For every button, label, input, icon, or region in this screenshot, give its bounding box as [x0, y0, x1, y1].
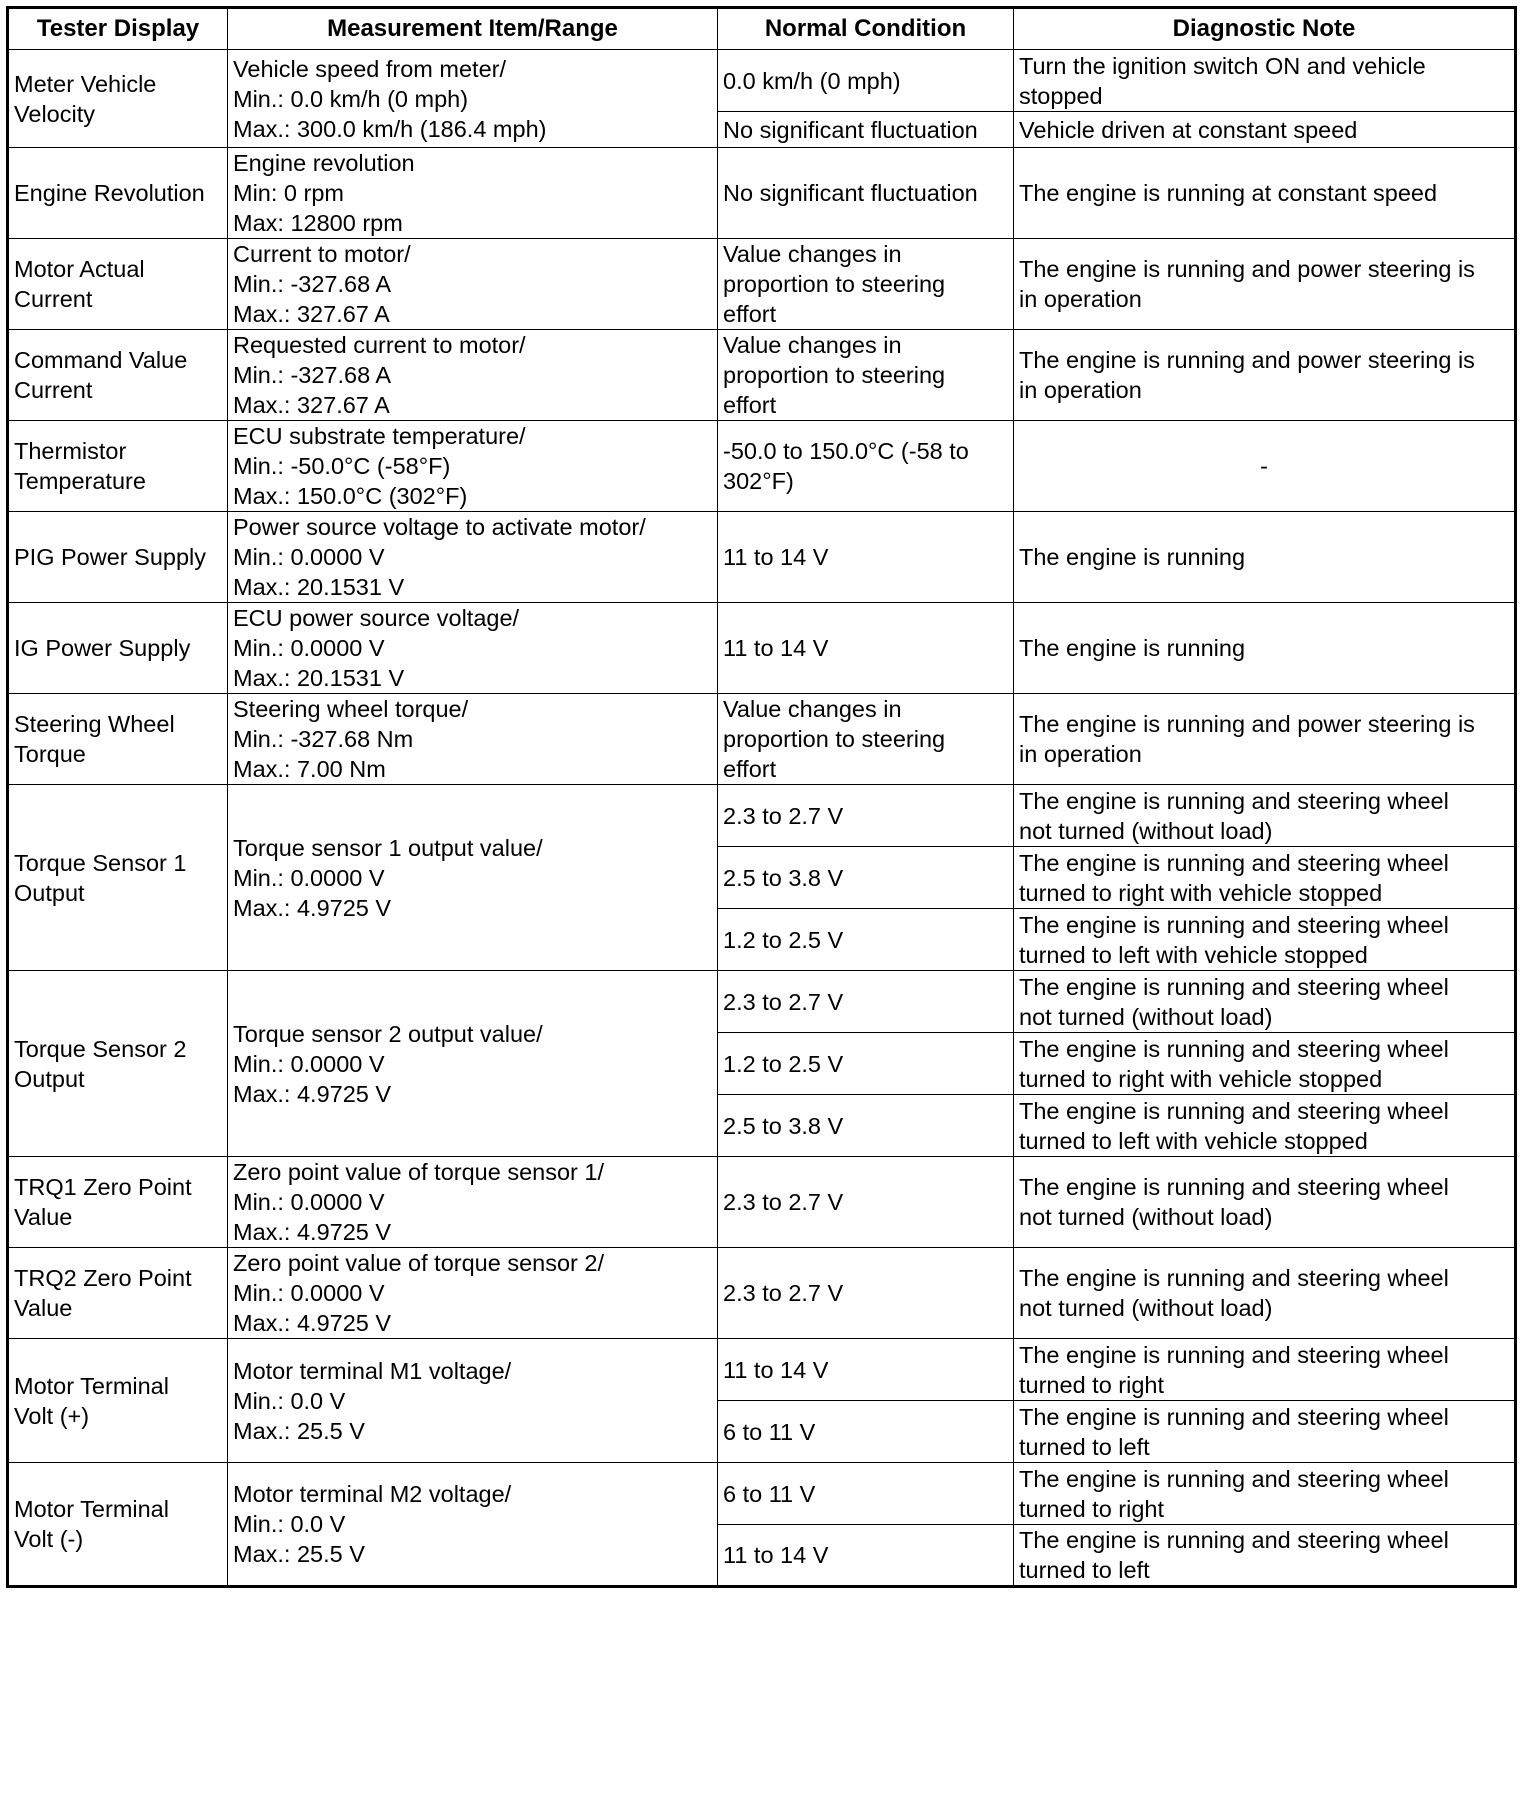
measurement-item-cell [228, 148, 718, 239]
diagnostic-note-line: not turned (without load) [1019, 817, 1273, 844]
normal-condition-line: Value changes in [723, 696, 902, 722]
diagnostic-note-cell [1014, 785, 1516, 847]
table-row [8, 148, 1516, 239]
diagnostic-note-line: The engine is running and steering wheel [1019, 1403, 1449, 1430]
measurement-item-line: Torque sensor 1 output value/ [233, 834, 543, 861]
tester-display-cell [8, 785, 228, 971]
measurement-item-line: Motor terminal M1 voltage/ [233, 1357, 512, 1384]
normal-condition-line: No significant fluctuation [723, 116, 978, 143]
normal-condition-line: Value changes in [723, 241, 902, 267]
diagnostic-note-cell [1014, 50, 1516, 112]
diagnostic-note-line: The engine is running and steering wheel [1019, 911, 1449, 938]
tester-display-line: Current [14, 377, 93, 403]
normal-condition-cell [718, 1248, 1014, 1339]
measurement-item-line: Min.: 0.0000 V [233, 544, 385, 570]
measurement-item-line: Min.: 0.0 km/h (0 mph) [233, 85, 469, 112]
diagnostic-note-line: in operation [1019, 377, 1142, 403]
measurement-item-cell [228, 1339, 718, 1463]
table-body [8, 50, 1516, 1587]
tester-display-cell [8, 148, 228, 239]
diagnostic-note-line: The engine is running and steering wheel [1019, 1035, 1449, 1062]
diagnostic-note-line: The engine is running and steering wheel [1019, 1465, 1449, 1492]
measurement-item-line: Engine revolution [233, 150, 415, 176]
measurement-item-line: Torque sensor 2 output value/ [233, 1020, 543, 1047]
measurement-item-line: Max.: 20.1531 V [233, 574, 405, 600]
measurement-item-line: Max.: 25.5 V [233, 1541, 365, 1567]
table-header [8, 8, 1516, 50]
table-row [8, 330, 1516, 421]
diagnostic-note-line: The engine is running and power steering is [1019, 256, 1475, 282]
measurement-item-line: Max.: 327.67 A [233, 392, 390, 418]
table-row [8, 603, 1516, 694]
tester-display-line: Thermistor [14, 438, 127, 464]
normal-condition-cell [718, 694, 1014, 785]
tester-display-line: Command Value [14, 347, 188, 373]
measurement-item-line: Min.: 0.0000 V [233, 1050, 385, 1077]
diagnostic-note-cell [1014, 971, 1516, 1033]
normal-condition-cell [718, 785, 1014, 847]
measurement-item-cell [228, 330, 718, 421]
tester-display-line: Torque Sensor 1 [14, 849, 187, 876]
normal-condition-cell [718, 50, 1014, 112]
normal-condition-cell [718, 1157, 1014, 1248]
measurement-item-line: Power source voltage to activate motor/ [233, 514, 646, 540]
diagnostic-note-cell [1014, 112, 1516, 148]
tester-display-cell [8, 421, 228, 512]
tester-display-line: Torque [14, 741, 86, 767]
diagnostic-note-line: turned to left [1019, 1433, 1150, 1460]
normal-condition-line: 11 to 14 V [723, 1356, 829, 1383]
normal-condition-cell [718, 847, 1014, 909]
measurement-item-cell [228, 785, 718, 971]
diagnostic-note-line: The engine is running at constant speed [1019, 180, 1438, 206]
diagnostic-note-line: not turned (without load) [1019, 1003, 1273, 1030]
normal-condition-cell [718, 148, 1014, 239]
measurement-item-cell [228, 1157, 718, 1248]
normal-condition-cell [718, 1463, 1014, 1525]
normal-condition-line: proportion to steering [723, 362, 946, 388]
measurement-item-cell [228, 1248, 718, 1339]
tester-display-cell [8, 1339, 228, 1463]
normal-condition-line: 1.2 to 2.5 V [723, 1050, 844, 1077]
tester-display-line: Output [14, 1065, 85, 1092]
diagnostic-note-line: not turned (without load) [1019, 1295, 1273, 1321]
diagnostic-note-line: - [1260, 453, 1268, 479]
measurement-item-line: Max.: 4.9725 V [233, 1080, 392, 1107]
measurement-item-line: Min.: 0.0000 V [233, 864, 385, 891]
diagnostic-note-line: stopped [1019, 82, 1103, 109]
diagnostic-note-cell [1014, 1339, 1516, 1401]
tester-display-line: Engine Revolution [14, 180, 205, 206]
tester-display-cell [8, 971, 228, 1157]
header-normal-condition: Normal Condition [718, 8, 1014, 50]
diagnostic-note-cell [1014, 239, 1516, 330]
normal-condition-line: Value changes in [723, 332, 902, 358]
normal-condition-line: effort [723, 392, 777, 418]
tester-display-line: Motor Terminal [14, 1496, 169, 1522]
tester-display-line: Steering Wheel [14, 711, 175, 737]
tester-display-cell [8, 1463, 228, 1587]
tester-display-line: Value [14, 1204, 73, 1230]
diagnostic-note-line: Vehicle driven at constant speed [1019, 116, 1358, 143]
measurement-item-cell [228, 971, 718, 1157]
measurement-item-cell [228, 421, 718, 512]
normal-condition-line: 2.3 to 2.7 V [723, 988, 844, 1015]
tester-display-cell [8, 512, 228, 603]
table-row [8, 971, 1516, 1033]
measurement-item-line: Min: 0 rpm [233, 180, 344, 206]
normal-condition-line: 11 to 14 V [723, 544, 829, 570]
tester-display-cell [8, 1157, 228, 1248]
diagnostic-note-cell [1014, 421, 1516, 512]
measurement-item-line: Min.: 0.0000 V [233, 1280, 385, 1306]
diagnostic-note-line: The engine is running and steering wheel [1019, 1265, 1449, 1291]
header-measurement-item: Measurement Item/Range [228, 8, 718, 50]
header-row [8, 8, 1516, 50]
tester-display-cell [8, 603, 228, 694]
diagnostic-note-line: in operation [1019, 741, 1142, 767]
diagnostic-note-cell [1014, 1095, 1516, 1157]
measurement-item-line: Min.: 0.0000 V [233, 635, 385, 661]
diagnostic-note-cell [1014, 603, 1516, 694]
diagnostic-note-cell [1014, 1401, 1516, 1463]
measurement-item-line: Requested current to motor/ [233, 332, 526, 358]
measurement-item-line: Steering wheel torque/ [233, 696, 469, 722]
table-row [8, 694, 1516, 785]
measurement-item-line: Max.: 4.9725 V [233, 894, 392, 921]
table-row [8, 785, 1516, 847]
tester-display-cell [8, 239, 228, 330]
normal-condition-line: 2.3 to 2.7 V [723, 1189, 844, 1215]
tester-display-line: TRQ2 Zero Point [14, 1265, 192, 1291]
diagnostic-note-cell [1014, 512, 1516, 603]
table-row [8, 1248, 1516, 1339]
normal-condition-cell [718, 1339, 1014, 1401]
measurement-item-line: Min.: -327.68 Nm [233, 726, 414, 752]
tester-display-line: Temperature [14, 468, 146, 494]
normal-condition-cell [718, 1401, 1014, 1463]
measurement-item-line: Max.: 20.1531 V [233, 665, 405, 691]
tester-display-cell [8, 330, 228, 421]
tester-display-line: TRQ1 Zero Point [14, 1174, 192, 1200]
normal-condition-line: 6 to 11 V [723, 1480, 816, 1507]
table-row [8, 1157, 1516, 1248]
diagnostic-note-line: not turned (without load) [1019, 1204, 1273, 1230]
measurement-item-line: ECU power source voltage/ [233, 605, 520, 631]
normal-condition-cell [718, 1033, 1014, 1095]
diagnostic-note-line: turned to right with vehicle stopped [1019, 1065, 1383, 1092]
tester-display-line: PIG Power Supply [14, 544, 207, 570]
diagnostic-note-line: turned to left with vehicle stopped [1019, 1127, 1368, 1154]
measurement-item-cell [228, 512, 718, 603]
normal-condition-line: effort [723, 756, 777, 782]
tester-display-line: Volt (-) [14, 1526, 84, 1552]
normal-condition-cell [718, 1095, 1014, 1157]
diagnostic-note-line: The engine is running [1019, 544, 1246, 570]
measurement-item-line: Max.: 300.0 km/h (186.4 mph) [233, 115, 547, 142]
diagnostic-note-cell [1014, 330, 1516, 421]
normal-condition-line: 1.2 to 2.5 V [723, 926, 844, 953]
diagnostic-note-cell [1014, 148, 1516, 239]
tester-display-cell [8, 50, 228, 148]
table-row [8, 50, 1516, 112]
measurement-item-line: Current to motor/ [233, 241, 411, 267]
measurement-item-line: Zero point value of torque sensor 2/ [233, 1250, 604, 1276]
diagnostic-note-line: The engine is running and steering wheel [1019, 849, 1449, 876]
normal-condition-cell [718, 1525, 1014, 1587]
normal-condition-line: 6 to 11 V [723, 1418, 816, 1445]
table-row [8, 1339, 1516, 1401]
measurement-item-line: Motor terminal M2 voltage/ [233, 1481, 512, 1507]
measurement-item-line: Max.: 4.9725 V [233, 1219, 392, 1245]
measurement-item-line: Min.: -327.68 A [233, 362, 392, 388]
tester-display-cell [8, 694, 228, 785]
normal-condition-cell [718, 421, 1014, 512]
normal-condition-line: 0.0 km/h (0 mph) [723, 67, 901, 94]
diagnostic-note-line: The engine is running and steering wheel [1019, 1527, 1449, 1553]
diagnostic-note-cell [1014, 847, 1516, 909]
diagnostic-note-line: The engine is running and power steering is [1019, 347, 1475, 373]
normal-condition-line: proportion to steering [723, 271, 946, 297]
diagnostic-note-cell [1014, 1463, 1516, 1525]
tester-display-line: Volt (+) [14, 1402, 90, 1429]
normal-condition-line: -50.0 to 150.0°C (-58 to [723, 438, 969, 464]
data-list-table [6, 6, 1517, 1588]
measurement-item-line: Max.: 150.0°C (302°F) [233, 483, 468, 509]
diagnostic-note-cell [1014, 909, 1516, 971]
normal-condition-line: 302°F) [723, 468, 794, 494]
tester-display-cell [8, 1248, 228, 1339]
diagnostic-note-cell [1014, 1525, 1516, 1587]
diagnostic-note-cell [1014, 1033, 1516, 1095]
normal-condition-line: 11 to 14 V [723, 635, 829, 661]
tester-display-line: Value [14, 1295, 73, 1321]
tester-display-line: Motor Terminal [14, 1372, 169, 1399]
normal-condition-line: 11 to 14 V [723, 1542, 829, 1568]
normal-condition-line: 2.5 to 3.8 V [723, 1112, 844, 1139]
measurement-item-line: Max.: 327.67 A [233, 301, 390, 327]
tester-display-line: IG Power Supply [14, 635, 191, 661]
normal-condition-cell [718, 603, 1014, 694]
diagnostic-note-line: The engine is running and steering wheel [1019, 1341, 1449, 1368]
table-row [8, 239, 1516, 330]
tester-display-line: Output [14, 879, 85, 906]
tester-display-line: Current [14, 286, 93, 312]
diagnostic-note-cell [1014, 694, 1516, 785]
measurement-item-line: Vehicle speed from meter/ [233, 55, 506, 82]
tester-display-line: Meter Vehicle [14, 70, 157, 97]
tester-display-line: Velocity [14, 100, 95, 127]
normal-condition-cell [718, 971, 1014, 1033]
normal-condition-cell [718, 512, 1014, 603]
normal-condition-cell [718, 112, 1014, 148]
normal-condition-cell [718, 239, 1014, 330]
diagnostic-note-line: Turn the ignition switch ON and vehicle [1019, 52, 1426, 79]
measurement-item-line: Min.: 0.0 V [233, 1387, 346, 1414]
measurement-item-line: Max.: 7.00 Nm [233, 756, 386, 782]
diagnostic-note-line: The engine is running [1019, 635, 1246, 661]
normal-condition-cell [718, 330, 1014, 421]
diagnostic-note-line: turned to left with vehicle stopped [1019, 941, 1368, 968]
header-tester-display: Tester Display [8, 8, 228, 50]
measurement-item-line: Min.: 0.0000 V [233, 1189, 385, 1215]
measurement-item-line: Max: 12800 rpm [233, 210, 403, 236]
measurement-item-line: Max.: 4.9725 V [233, 1310, 392, 1336]
measurement-item-line: Min.: -327.68 A [233, 271, 392, 297]
measurement-item-line: Zero point value of torque sensor 1/ [233, 1159, 604, 1185]
measurement-item-line: ECU substrate temperature/ [233, 423, 526, 449]
measurement-item-cell [228, 50, 718, 148]
normal-condition-line: effort [723, 301, 777, 327]
normal-condition-line: 2.3 to 2.7 V [723, 802, 844, 829]
diagnostic-note-line: turned to right [1019, 1495, 1165, 1522]
diagnostic-note-line: The engine is running and steering wheel [1019, 1097, 1449, 1124]
diagnostic-note-line: turned to right with vehicle stopped [1019, 879, 1383, 906]
measurement-item-line: Min.: 0.0 V [233, 1511, 346, 1537]
tester-display-line: Motor Actual [14, 256, 145, 282]
normal-condition-cell [718, 909, 1014, 971]
tester-display-line: Torque Sensor 2 [14, 1035, 187, 1062]
table-row [8, 512, 1516, 603]
measurement-item-line: Max.: 25.5 V [233, 1417, 365, 1444]
header-diagnostic-note: Diagnostic Note [1014, 8, 1516, 50]
diagnostic-note-line: The engine is running and power steering is [1019, 711, 1475, 737]
normal-condition-line: 2.5 to 3.8 V [723, 864, 844, 891]
measurement-item-cell [228, 1463, 718, 1587]
normal-condition-line: No significant fluctuation [723, 180, 978, 206]
table-row [8, 421, 1516, 512]
diagnostic-note-line: turned to right [1019, 1371, 1165, 1398]
diagnostic-note-line: in operation [1019, 286, 1142, 312]
diagnostic-note-line: The engine is running and steering wheel [1019, 787, 1449, 814]
measurement-item-line: Min.: -50.0°C (-58°F) [233, 453, 451, 479]
diagnostic-note-line: The engine is running and steering wheel [1019, 973, 1449, 1000]
diagnostic-note-cell [1014, 1157, 1516, 1248]
measurement-item-cell [228, 694, 718, 785]
diagnostic-note-cell [1014, 1248, 1516, 1339]
normal-condition-line: proportion to steering [723, 726, 946, 752]
table-row [8, 1463, 1516, 1525]
diagnostic-note-line: The engine is running and steering wheel [1019, 1174, 1449, 1200]
diagnostic-note-line: turned to left [1019, 1557, 1150, 1583]
measurement-item-cell [228, 239, 718, 330]
measurement-item-cell [228, 603, 718, 694]
normal-condition-line: 2.3 to 2.7 V [723, 1280, 844, 1306]
